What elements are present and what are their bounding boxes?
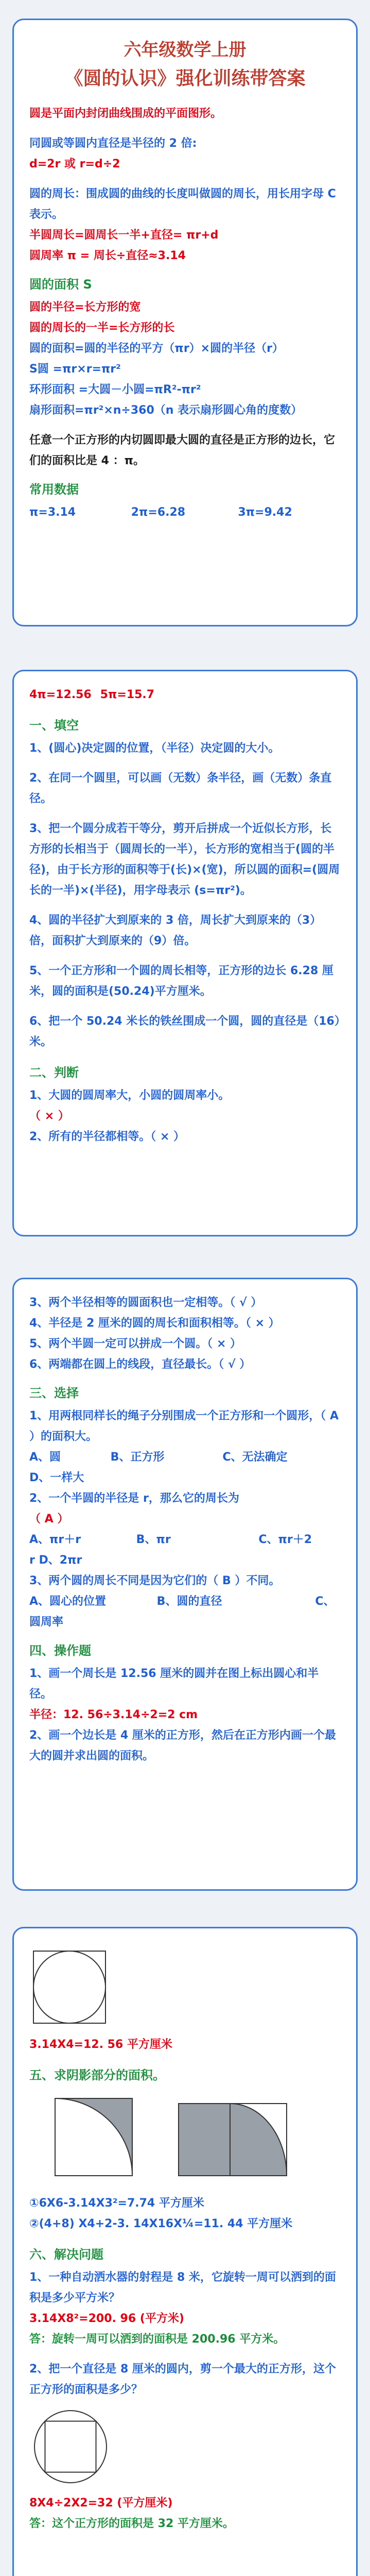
common-values: [29, 502, 341, 523]
option: C、无法确定: [222, 1451, 288, 1464]
section-heading: 二、判断: [29, 1065, 79, 1080]
section-heading: 六、解决问题: [29, 2247, 103, 2262]
option: B、正方形: [110, 1451, 165, 1464]
concept-line: 任意一个正方形的内切圆即最大圆的直径是正方形的边长，它们的面积比是 4 ：π。: [29, 434, 336, 467]
answer: （ × ）: [29, 1110, 69, 1123]
options: [29, 1530, 341, 1550]
answer: （ A ）: [29, 1513, 69, 1526]
question: 2、一个半圆的半径是 r，那么它的周长为: [29, 1492, 239, 1505]
value-2pi: 2π=6.28: [131, 506, 186, 519]
concept-line: 圆的周长的一半=长方形的长: [29, 321, 175, 334]
value-pi: π=3.14: [29, 506, 76, 519]
section-heading: 三、选择: [29, 1386, 79, 1400]
section-heading: 五、求阴影部分的面积。: [29, 2068, 165, 2082]
shaded-figures: [50, 2093, 341, 2186]
answer: 8X4÷2X2=32 (平方厘米): [29, 2497, 173, 2510]
value-5pi: 5π=15.7: [100, 688, 155, 701]
question: 1、大圆的圆周率大，小圆的圆周率小。: [29, 1089, 230, 1102]
section-heading: 四、操作题: [29, 1643, 91, 1658]
value-4pi: 4π=12.56: [29, 688, 92, 701]
answer: 3.14X8²=200. 96 (平方米): [29, 2312, 184, 2325]
answer: 半径：12. 56÷3.14÷2=2 cm: [29, 1708, 198, 1721]
option: A、圆心的位置: [29, 1595, 107, 1608]
fill-blank-card: [12, 670, 358, 1236]
question: 3、两个半径相等的圆面积也一定相等。（ √ ）: [29, 1296, 262, 1309]
answer: ①6X6-3.14X3²=7.74 平方厘米: [29, 2197, 204, 2210]
question: 5、两个半圆一定可以拼成一个圆。（ × ）: [29, 1337, 242, 1350]
option: B、圆的直径: [156, 1595, 222, 1608]
concept-line: 扇形面积=πr²×n÷360（n 表示扇形圆心角的度数）: [29, 404, 303, 417]
question: 1、画一个周长是 12.56 厘米的圆并在图上标出圆心和半径。: [29, 1667, 319, 1701]
option: r D、2πr: [29, 1554, 82, 1567]
concept-line: d=2r 或 r=d÷2: [29, 158, 120, 171]
concept-line: 圆是平面内封闭曲线围成的平面图形。: [29, 107, 222, 120]
value-3pi: 3π=9.42: [238, 506, 292, 519]
question: 2、画一个边长是 4 厘米的正方形，然后在正方形内画一个最大的圆并求出圆的面积。: [29, 1729, 336, 1762]
concept-line: S圆 =πr×r=πr²: [29, 363, 121, 376]
option: A、圆: [29, 1451, 61, 1464]
question: 5、一个正方形和一个圆的周长相等，正方形的边长 6.28 厘米，圆的面积是(50.24)平方厘米。: [29, 964, 333, 998]
options: [29, 1447, 341, 1468]
circle-shape: [33, 1951, 105, 2023]
concepts-card: [12, 19, 358, 626]
section-heading: 圆的面积 S: [29, 277, 92, 292]
common-values: [29, 685, 341, 705]
options: [29, 1591, 341, 1612]
shaded-figure-2: [173, 2093, 297, 2186]
area-problems-card: [12, 1927, 358, 2576]
question: 4、圆的半径扩大到原来的 3 倍，周长扩大到原来的（3）倍，面积扩大到原来的（9）倍。: [29, 914, 322, 947]
question: 1、(圆心)决定圆的位置，（半径）决定圆的大小。: [29, 742, 280, 755]
square-shape: [45, 2421, 96, 2472]
concept-line: 同圆或等圆内直径是半径的 2 倍:: [29, 137, 197, 150]
option: 圆周率: [29, 1616, 64, 1629]
page-title: 六年级数学上册: [124, 40, 246, 60]
question: 6、两端都在圆上的线段，直径最长。（ √ ）: [29, 1358, 251, 1371]
option: B、πr: [136, 1533, 171, 1546]
page-subtitle: 《圆的认识》强化训练带答案: [64, 68, 306, 89]
circle-inscribed-square-figure: [29, 2405, 112, 2488]
judge-choice-card: [12, 1278, 358, 1891]
option: D、一样大: [29, 1471, 84, 1484]
question: 1、用两根同样长的绳子分别围成一个正方形和一个圆形，（ A ）的面积大。: [29, 1410, 339, 1443]
concept-line: 圆周率 π = 周长÷直径≈3.14: [29, 249, 186, 262]
concept-line: 半圆周长=圆周长一半+直径= πr+d: [29, 229, 219, 242]
question: 3、两个圆的周长不同是因为它们的（ B ）不同。: [29, 1574, 280, 1587]
question: 1、一种自动洒水器的射程是 8 米，它旋转一周可以洒到的面积是多少平方米？: [29, 2271, 336, 2304]
concept-line: 环形面积 =大圆－小圆=πR²-πr²: [29, 383, 201, 396]
shaded-region: [179, 2104, 230, 2176]
option: C、πr＋2: [258, 1533, 312, 1546]
answer: 答：这个正方形的面积是 32 平方厘米。: [29, 2517, 234, 2530]
question: 6、把一个 50.24 米长的铁丝围成一个圆，圆的直径是（16）米。: [29, 1015, 340, 1048]
concept-line: 圆的半径=长方形的宽: [29, 301, 141, 314]
question: 2、所有的半径都相等。（ × ）: [29, 1130, 185, 1143]
option: A、πr＋r: [29, 1533, 81, 1546]
question: 3、把一个圆分成若干等分，剪开后拼成一个近似长方形，长方形的长相当于（圆周长的一半），长方形的宽相当于(圆的半径)，由于长方形的面积等于(长)×(宽)，所以圆的面积=(圆周长的一半)×(半径)，用字母表示 (s=πr²)。: [29, 822, 340, 897]
section-heading: 一、填空: [29, 718, 79, 733]
answer: 3.14X4=12. 56 平方厘米: [29, 2038, 172, 2051]
shaded-figure-1: [50, 2093, 143, 2186]
square-inscribed-circle-figure: [29, 1947, 112, 2029]
section-heading: 常用数据: [29, 482, 79, 497]
question: 2、把一个直径是 8 厘米的圆内，剪一个最大的正方形，这个正方形的面积是多少？: [29, 2363, 336, 2396]
option: C、: [315, 1595, 335, 1608]
question: 2、在同一个圆里，可以画（无数）条半径，画（无数）条直径。: [29, 772, 332, 805]
concept-line: 圆的周长：围成圆的曲线的长度叫做圆的周长，用长用字母 C 表示。: [29, 188, 336, 221]
question: 4、半径是 2 厘米的圆的周长和面积相等。（ × ）: [29, 1317, 280, 1330]
answer: 答：旋转一周可以洒到的面积是 200.96 平方米。: [29, 2333, 285, 2346]
concept-line: 圆的面积=圆的半径的平方（πr）×圆的半径（r）: [29, 342, 284, 355]
answer: ②(4+8) X4+2-3. 14X16X¼=11. 44 平方厘米: [29, 2217, 293, 2230]
